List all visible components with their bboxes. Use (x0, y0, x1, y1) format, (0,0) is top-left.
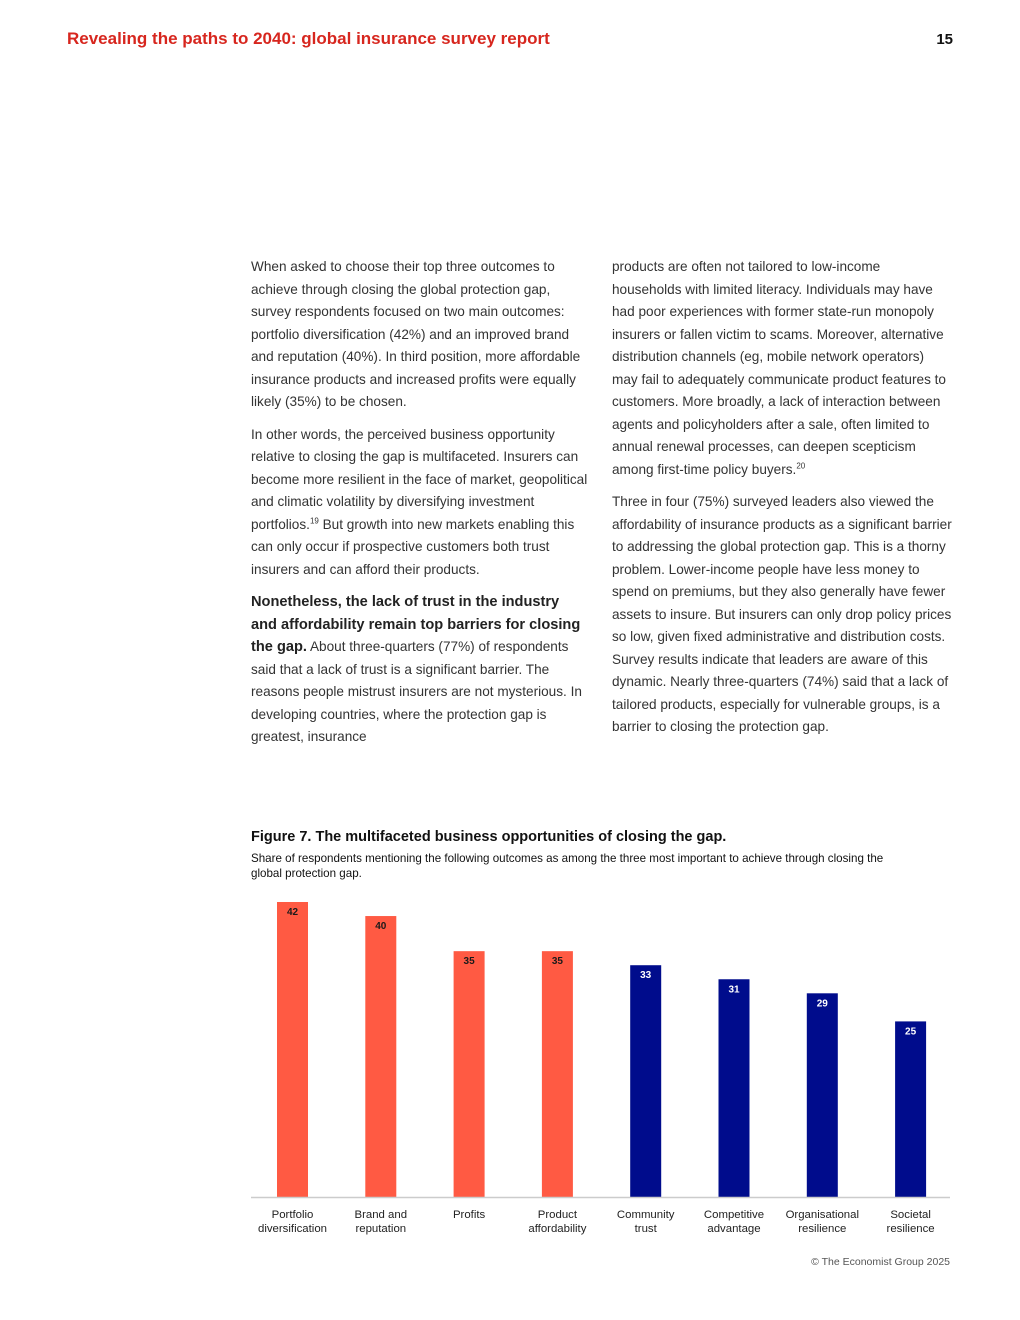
bar-value-label: 25 (905, 1026, 917, 1038)
paragraph: Three in four (75%) surveyed leaders also viewed the affordability of insurance products as a significant barrier to addressing the global protection gap. This is a thorny problem. Lower-income people have less money to spend on premiums, but they also generally have fewer assets to insure. But insurers can only drop policy prices so low, given fixed administrative and distribution costs. Survey results indicate that leaders are aware of this dynamic. Nearly three-quarters (74%) said that a lack of tailored products, especially for vulnerable groups, is a barrier to closing the protection gap. (612, 494, 952, 734)
bar (365, 916, 396, 1197)
category-label: Portfolio (271, 1209, 314, 1221)
page-number: 15 (936, 31, 953, 48)
bar (454, 951, 485, 1197)
copyright: © The Economist Group 2025 (811, 1256, 950, 1268)
paragraph-text: In other words, the perceived business opportunity relative to closing the gap is multifaceted. Insurers can become more resilient in the face of market, geopolitical and climatic volatility by diversifying investment portfolios. (251, 426, 588, 532)
category-label: diversification (257, 1223, 328, 1235)
footnote-ref: 19 (309, 515, 319, 525)
bar-value-label: 35 (551, 956, 563, 968)
bar-value-label: 35 (463, 956, 475, 968)
category-label: Profits (452, 1209, 486, 1221)
paragraph-text: products are often not tailored to low-income households with limited literacy. Individuals may have had poor experiences with former state-run monopoly insurers or fallen victim to scams. Moreover, alternative distribution channels (eg, mobile network operators) may fail to adequately communicate product features to customers. More broadly, a lack of interaction between agents and policyholders after a sale, often limited to annual renewal processes, can deepen scepticism among first-time policy buyers. (612, 259, 946, 477)
bar-value-label: 40 (375, 921, 387, 933)
figure-title: Figure 7. The multifaceted business opportunities of closing the gap. (251, 829, 727, 845)
category-label: advantage (707, 1223, 761, 1235)
report-title: Revealing the paths to 2040: global insurance survey report (67, 29, 550, 48)
category-label: trust (634, 1223, 657, 1235)
bar-value-label: 42 (286, 907, 299, 918)
bar (277, 902, 308, 1197)
bar (542, 951, 573, 1197)
bar-value-label: 31 (728, 984, 740, 996)
category-label: resilience (886, 1223, 935, 1235)
bar (719, 979, 750, 1197)
category-label: Societal (890, 1209, 931, 1221)
category-label: reputation (355, 1223, 407, 1235)
figure-subtitle: Share of respondents mentioning the following outcomes as among the three most important to achieve through closing the global protection gap. (251, 852, 884, 880)
bar (630, 965, 661, 1197)
category-label: Competitive (703, 1209, 765, 1221)
category-label: Product (537, 1209, 578, 1221)
bar-value-label: 29 (816, 998, 828, 1010)
paragraph-text: About three-quarters (77%) of respondents said that a lack of trust is a significant barrier. The reasons people mistrust insurers are not mysterious. In developing countries, where the protection gap is greatest, insurance (251, 639, 582, 744)
category-label: Brand and (354, 1209, 408, 1221)
bar-value-label: 33 (640, 970, 652, 982)
category-label: resilience (798, 1223, 847, 1235)
category-label: Organisational (785, 1209, 860, 1221)
category-label: affordability (528, 1223, 587, 1235)
category-label: Community (616, 1209, 675, 1221)
paragraph: When asked to choose their top three outcomes to achieve through closing the global protection gap, survey respondents focused on two main outcomes: portfolio diversification (42%) and an improved brand and reputation (40%). In third position, more affordable insurance products and increased profits were equally likely (35%) to be chosen. (251, 259, 581, 409)
bar (807, 993, 838, 1197)
footnote-ref: 20 (796, 460, 806, 470)
paragraph-text: But growth into new markets enabling this can only occur if prospective customers both trust insurers and can afford their products. (251, 516, 575, 577)
bar (895, 1021, 926, 1197)
bold-lead: Nonetheless, the lack of trust in the industry and affordability remain top barriers for closing the gap. (251, 594, 581, 655)
